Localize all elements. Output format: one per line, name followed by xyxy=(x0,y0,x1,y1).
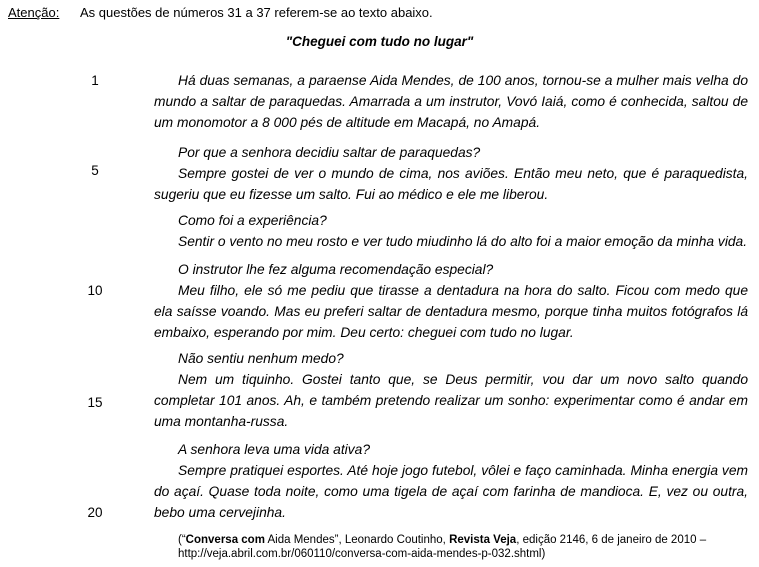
qa-block-2 xyxy=(154,210,748,252)
line-number: 10 xyxy=(87,283,103,298)
question-text: A senhora leva uma vida ativa? xyxy=(178,442,370,457)
citation-details: , edição 2146, 6 de janeiro de 2010 – http://veja.abril.com.br/060110/conversa-com-aida-mendes-p-032.shtml) xyxy=(178,534,707,560)
text-title: "Cheguei com tudo no lugar" xyxy=(285,34,474,49)
attention-label: Atenção: xyxy=(8,5,60,20)
answer-text: Meu filho, ele só me pediu que tirasse a dentadura na hora do salto. Ficou com medo que ela saísse voando. Mas eu preferi saltar de dentadura mesmo, porque tinha muitos fotógrafos lá embaixo, esperando por mim. Deu certo: cheguei com tudo no lugar. xyxy=(154,283,748,340)
citation-magazine: Revista Veja xyxy=(449,534,517,546)
answer-text: Nem um tiquinho. Gostei tanto que, se Deus permitir, vou dar um novo salto quando completar 101 anos. Ah, e também pretendo realizar um sonho: experimentar como é andar em uma montanha-russa. xyxy=(154,372,748,429)
attention-header xyxy=(8,5,433,20)
citation-text: Aida Mendes”, Leonardo Coutinho, xyxy=(264,534,450,546)
question-text: O instrutor lhe fez alguma recomendação especial? xyxy=(178,262,494,277)
line-number: 15 xyxy=(87,395,103,410)
answer-text: Sempre pratiquei esportes. Até hoje jogo futebol, vôlei e faço caminhada. Minha energia vem do açaí. Quase toda noite, como uma tigela de açaí com farinha de mandioca. E, vez ou outra, bebo uma cervejinha. xyxy=(154,463,748,520)
line-number: 20 xyxy=(87,505,103,520)
intro-paragraph xyxy=(154,70,748,133)
question-text: Por que a senhora decidiu saltar de paraquedas? xyxy=(178,145,481,160)
question-text: Não sentiu nenhum medo? xyxy=(178,351,344,366)
source-citation xyxy=(178,533,758,561)
paragraph-text: Há duas semanas, a paraense Aida Mendes, de 100 anos, tornou-se a mulher mais velha do mundo a saltar de paraquedas. Amarrada a um instrutor, Vovó Iaiá, como é conhecida, saltou de um monomotor a 8 000 pés de altitude em Macapá, no Amapá. xyxy=(154,73,748,130)
question-text: Como foi a experiência? xyxy=(178,213,327,228)
line-number: 5 xyxy=(91,163,99,178)
qa-block-3 xyxy=(154,259,748,343)
instruction-text: As questões de números 31 a 37 referem-se ao texto abaixo. xyxy=(80,5,433,20)
line-number: 1 xyxy=(91,73,99,88)
qa-block-4 xyxy=(154,348,748,432)
qa-block-1 xyxy=(154,142,748,205)
citation-bold-title: Conversa com xyxy=(185,534,265,546)
answer-text: Sentir o vento no meu rosto e ver tudo miudinho lá do alto foi a maior emoção da minha vida. xyxy=(178,234,748,249)
qa-block-5 xyxy=(154,439,748,523)
answer-text: Sempre gostei de ver o mundo de cima, nos aviões. Então meu neto, que é paraquedista, sugeriu que eu fizesse um salto. Fui ao médico e ele me liberou. xyxy=(154,166,748,202)
citation-open: (“ xyxy=(178,534,186,546)
